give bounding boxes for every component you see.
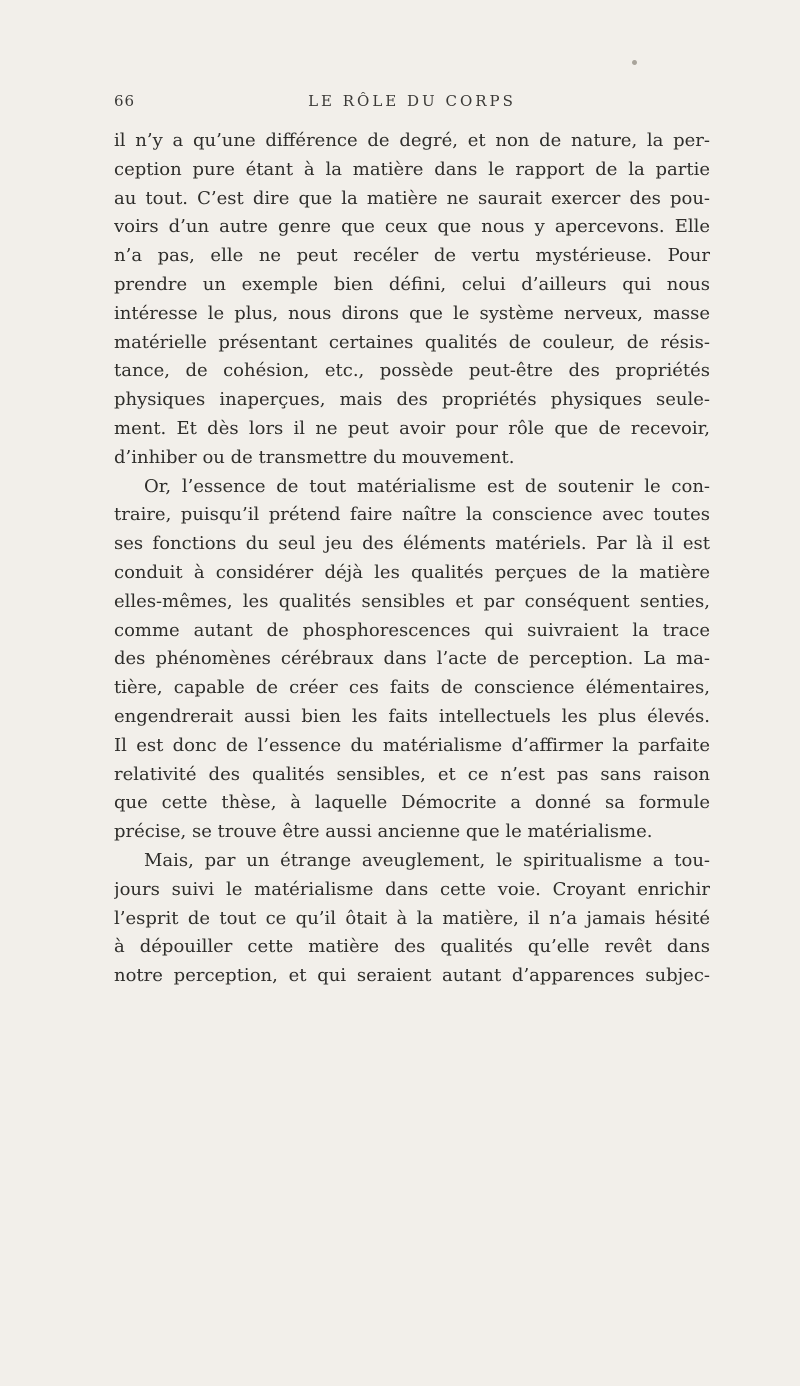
text-line: jours suivi le matérialisme dans cette voie. Croyant enrichir bbox=[114, 878, 710, 900]
text-line: n’a pas, elle ne peut recéler de vertu mystérieuse. Pour bbox=[114, 245, 710, 267]
text-line: comme autant de phosphorescences qui suivraient la trace bbox=[114, 619, 710, 641]
text-line: que cette thèse, à laquelle Démocrite a donné sa formule bbox=[114, 792, 710, 814]
text-line: notre perception, et qui seraient autant d’apparences subjec- bbox=[114, 965, 710, 987]
text-line: ception pure étant à la matière dans le rapport de la partie bbox=[114, 158, 710, 180]
text-line: engendrerait aussi bien les faits intellectuels les plus élevés. bbox=[114, 705, 710, 727]
text-line: elles-mêmes, les qualités sensibles et par conséquent senties, bbox=[114, 590, 710, 612]
paragraph-2 bbox=[114, 473, 710, 847]
text-line: prendre un exemple bien défini, celui d’ailleurs qui nous bbox=[114, 273, 710, 295]
text-line: voirs d’un autre genre que ceux que nous y apercevons. Elle bbox=[114, 216, 710, 238]
text-line: traire, puisqu’il prétend faire naître la conscience avec toutes bbox=[114, 504, 710, 526]
text-line: à dépouiller cette matière des qualités qu’elle revêt dans bbox=[114, 936, 710, 958]
text-line: ment. Et dès lors il ne peut avoir pour rôle que de recevoir, bbox=[114, 417, 710, 439]
text-line: il n’y a qu’une différence de degré, et non de nature, la per- bbox=[114, 130, 710, 151]
text-line: tance, de cohésion, etc., possède peut-être des propriétés bbox=[114, 360, 710, 382]
text-line: conduit à considérer déjà les qualités perçues de la matière bbox=[114, 561, 710, 583]
paragraph-1 bbox=[114, 127, 710, 473]
body-text bbox=[114, 127, 710, 991]
text-line: d’inhiber ou de transmettre du mouvement. bbox=[114, 446, 515, 468]
running-title: LE RÔLE DU CORPS bbox=[308, 92, 516, 110]
text-line: ses fonctions du seul jeu des éléments matériels. Par là il est bbox=[114, 533, 710, 555]
text-line: physiques inaperçues, mais des propriétés physiques seule- bbox=[114, 389, 710, 411]
text-line: matérielle présentant certaines qualités de couleur, de résis- bbox=[114, 331, 710, 353]
text-line: au tout. C’est dire que la matière ne saurait exercer des pou- bbox=[114, 187, 710, 209]
text-line: tière, capable de créer ces faits de conscience élémentaires, bbox=[114, 677, 710, 699]
text-line: des phénomènes cérébraux dans l’acte de perception. La ma- bbox=[114, 648, 710, 670]
print-speck bbox=[632, 60, 637, 65]
text-line: Il est donc de l’essence du matérialisme d’affirmer la parfaite bbox=[114, 734, 710, 756]
text-line: relativité des qualités sensibles, et ce n’est pas sans raison bbox=[114, 763, 710, 785]
text-line: précise, se trouve être aussi ancienne que le matérialisme. bbox=[114, 821, 653, 843]
text-line: l’esprit de tout ce qu’il ôtait à la matière, il n’a jamais hésité bbox=[114, 907, 710, 929]
paragraph-3 bbox=[114, 847, 710, 991]
page-number: 66 bbox=[114, 92, 136, 110]
text-line: Mais, par un étrange aveuglement, le spiritualisme a tou- bbox=[144, 849, 710, 871]
text-line: Or, l’essence de tout matérialisme est de soutenir le con- bbox=[144, 475, 710, 497]
text-line: intéresse le plus, nous dirons que le système nerveux, masse bbox=[114, 302, 710, 324]
page-header bbox=[114, 92, 710, 122]
